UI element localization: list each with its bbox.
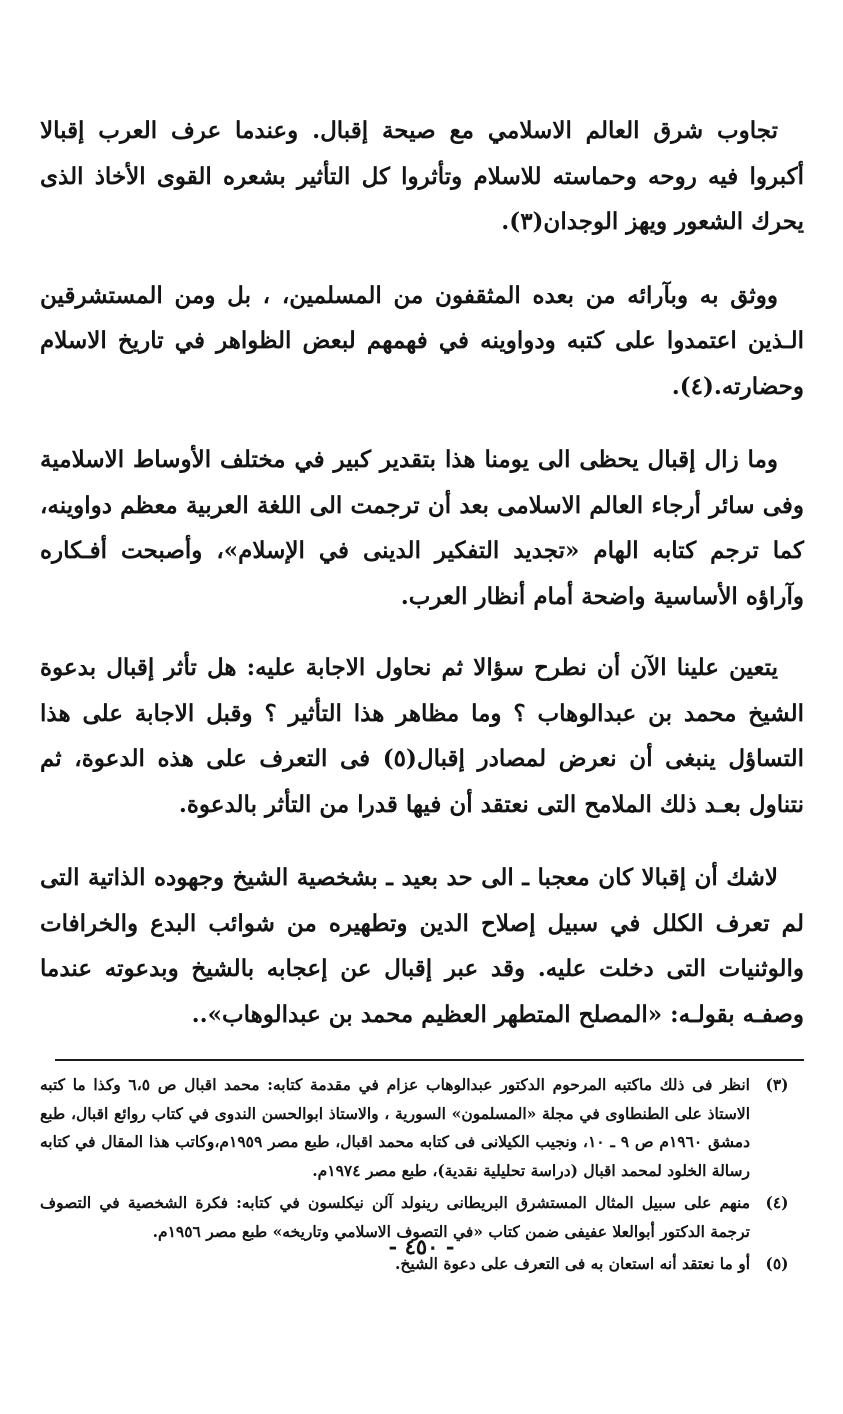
- footnote-number: (٥): [765, 1254, 789, 1273]
- footnote-text: منهم على سبيل المثال المستشرق البريطانى رينولد آلن نيكلسون في كتابه: فكرة الشخصية في التصوف ترجمة الدكتور أبوالعلا عفيفى ضمن كتاب «في التصوف الاسلامي وتاريخه» طبع مصر ١٩٥٦م.: [40, 1193, 750, 1241]
- paragraph-3: وما زال إقبال يحظى الى يومنا هذا بتقدير كبير في مختلف الأوساط الاسلامية وفى سائر أرجاء العالم الاسلامى بعد أن ترجمت الى اللغة العربية معظم دواوينه، كما ترجم كتابه الهام «تجديد التفكير الدينى في الإسلام»، وأصبحت أفـكاره وآراؤه الأساسية واضحة أمام أنظار العرب.: [40, 446, 804, 610]
- paragraph-4: يتعين علينا الآن أن نطرح سؤالا ثم نحاول الاجابة عليه: هل تأثر إقبال بدعوة الشيخ محمد بن عبدالوهاب ؟ وما مظاهر هذا التأثير ؟ وقبل الاجابة على هذا التساؤل ينبغى أن نعرض لمصادر إقبال(٥) فى التعرف على هذه الدعوة، ثم نتناول بعـد ذلك الملامح التى نعتقد أن فيها قدرا من التأثر بالدعوة.: [40, 654, 805, 818]
- paragraph-1: تجاوب شرق العالم الاسلامي مع صيحة إقبال. وعندما عرف العرب إقبالا أكبروا فيه روحه وحماسته للاسلام وتأثروا كل التأثير بشعره القوى الأخاذ الذى يحرك الشعور ويهز الوجدان(٣).: [40, 117, 804, 235]
- footnote-text: انظر فى ذلك ماكتبه المرحوم الدكتور عبدالوهاب عزام في مقدمة كتابه: محمد اقبال ص ٦،٥ وكذا ما كتبه الاستاذ على الطنطاوى في مجلة «المسلمون» السورية ، والاستاذ ابوالحسن الندوى في كتاب روائع اقبال، طبع دمشق ١٩٦٠م ص ٩ ـ ١٠، ونجيب الكيلانى فى كتابه محمد اقبال، طبع مصر ١٩٥٩م،وكاتب هذا المقال في كتابه رسالة الخلود لمحمد اقبال (دراسة تحليلية نقدية)، طبع مصر ١٩٧٤م.: [40, 1075, 750, 1180]
- paragraph-2: ووثق به وبآرائه من بعده المثقفون من المسلمين، ، بل ومن المستشرقين الـذين اعتمدوا على كتبه ودواوينه في فهمهم لبعض الظواهر في تاريخ الاسلام وحضارته.(٤).: [40, 281, 804, 400]
- paragraph-5: لاشك أن إقبالا كان معجبا ـ الى حد بعيد ـ بشخصية الشيخ وجهوده الذاتية التى لم تعرف الكلل في سبيل إصلاح الدين وتطهيره من شوائب البدع والخرافات والوثنيات التى دخلت عليه. وقد عبر إقبال عن إعجابه بالشيخ وبدعوته عندما وصفـه بقولـه: «المصلح المتطهر العظيم محمد بن عبدالوهاب»..: [40, 864, 804, 1028]
- footnote-number: (٤): [765, 1193, 789, 1212]
- document-page: [40, 108, 804, 1279]
- page-number: - ٤٥٠ -: [388, 1234, 455, 1259]
- footnote-3: [40, 1071, 804, 1185]
- footnote-text: أو ما نعتقد أنه استعان به فى التعرف على دعوة الشيخ.: [395, 1254, 750, 1273]
- footnote-number: (٣): [765, 1075, 789, 1094]
- footnote-divider: [55, 1059, 804, 1061]
